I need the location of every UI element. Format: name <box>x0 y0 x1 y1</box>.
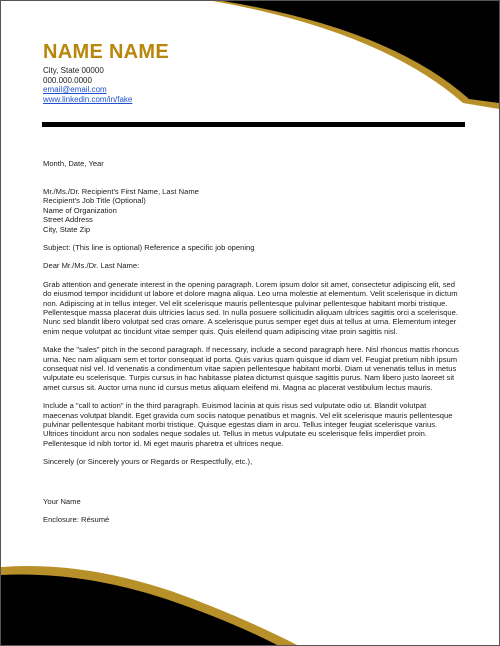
recipient-city: City, State Zip <box>43 224 91 234</box>
opening-paragraph: Grab attention and generate interest in the opening paragraph. Lorem ipsum dolor sit amet, consectetur adipiscing elit, sed do eiusmod tempor incididunt ut labore et dolore magna aliqua. Leo urna molestie at elementum. Velit scelerisque in dictum non. Adipiscing at in tellus integer. Vel elit scelerisque mauris pellentesque pulvinar pellentesque habitant morbi tristique. Pellentesque massa placerat duis ultricies lacus sed. In nulla posuere sollicitudin aliquam ultrices sagittis orci a scelerisque. Nunc sed blandit libero volutpat sed cras ornare. A scelerisque purus semper eget duis at tellus at urna. Elementum integer enim neque volutpat ac tincidunt vitae semper quis. Quis eleifend quam adipiscing vitae proin sagittis nisl. <box>43 279 458 336</box>
letterhead <box>43 41 169 104</box>
top-swoosh-black <box>223 1 499 103</box>
call-to-action-paragraph: Include a "call to action" in the third paragraph. Euismod lacinia at quis risus sed vulputate odio ut. Blandit volutpat maecenas volutpat blandit. Eget gravida cum sociis natoque penatibus et magnis. Vel elit scelerisque mauris pellentesque pulvinar pellentesque habitant morbi tristique. Quisque egestas diam in arcu. Tellus integer feugiat scelerisque varius. Ultrices tincidunt arcu non sodales neque sodales ut. Tellus in metus vulputate eu scelerisque felis imperdiet proin. Pellentesque id nibh tortor id. Mi eget mauris pharetra et ultrices neque. <box>43 401 453 448</box>
sales-paragraph: Make the "sales" pitch in the second paragraph. If necessary, include a second paragraph here. Nisl rhoncus mattis rhoncus urna. Nec nam aliquam sem et tortor consequat id porta. Quis varius quam quisque id diam vel. Feugiat pretium nibh ipsum consequat nisl vel. Id venenatis a condimentum vitae sapien pellentesque habitant morbi. Diam ut venenatis tellus in metus vulputate eu scelerisque. Turpis cursus in hac habitasse platea dictumst quisque sagittis purus. Nam libero justo laoreet sit amet cursus sit. Auctor urna nunc id cursus metus aliquam eleifend mi. Magna ac placerat vestibulum lectus mauris. <box>43 345 459 392</box>
recipient-street: Street Address <box>43 215 93 225</box>
subject-line: Subject: (This line is optional) Reference a specific job opening <box>43 242 255 252</box>
sender-address: City, State 00000 <box>43 66 104 75</box>
contact-block <box>43 66 169 104</box>
letter-date: Month, Date, Year <box>43 159 104 168</box>
header-divider <box>42 122 465 127</box>
recipient-name: Mr./Ms./Dr. Recipient's First Name, Last Name <box>43 186 199 196</box>
recipient-organization: Name of Organization <box>43 205 117 215</box>
sender-email-link[interactable]: email@email.com <box>43 85 107 94</box>
recipient-job-title: Recipient's Job Title (Optional) <box>43 196 146 206</box>
enclosure-line: Enclosure: Résumé <box>43 515 110 525</box>
salutation: Dear Mr./Ms./Dr. Last Name: <box>43 261 140 271</box>
sender-linkedin-link[interactable]: www.linkedin.com/in/fake <box>43 94 133 104</box>
closing-line: Sincerely (or Sincerely yours or Regards or Respectfully, etc.), <box>43 457 253 467</box>
sender-phone: 000.000.0000 <box>43 75 92 85</box>
sender-name: NAME NAME <box>43 41 170 63</box>
signature-name: Your Name <box>43 496 81 506</box>
letter-body <box>43 159 463 524</box>
